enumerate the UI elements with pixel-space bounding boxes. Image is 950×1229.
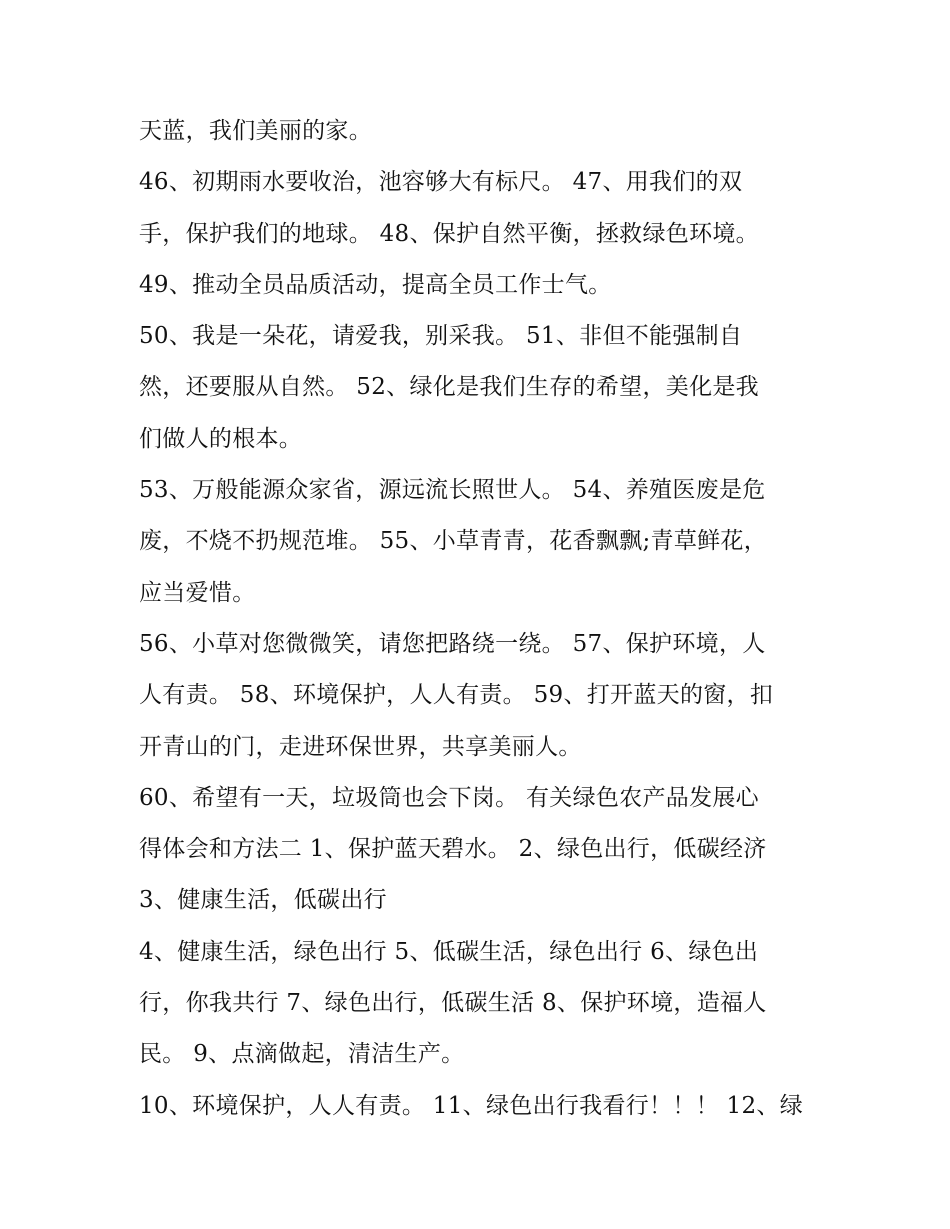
text-line-16: 3、健康生活，低碳出行	[139, 887, 387, 914]
text-line-10: 应当爱惜。	[139, 579, 256, 606]
text-line-6: 然，还要服从自然。 52、绿化是我们生存的希望，美化是我	[139, 374, 759, 401]
text-line-20: 10、环境保护，人人有责。 11、绿色出行我看行！！！ 12、绿	[139, 1092, 804, 1119]
text-line-15: 得体会和方法二 1、保护蓝天碧水。 2、绿色出行，低碳经济	[139, 836, 767, 863]
text-line-19: 民。 9、点滴做起，清洁生产。	[139, 1041, 465, 1068]
text-line-4: 49、推动全员品质活动，提高全员工作士气。	[139, 271, 612, 298]
text-line-8: 53、万般能源众家省，源远流长照世人。 54、养殖医废是危	[139, 477, 766, 504]
text-line-18: 行，你我共行 7、绿色出行，低碳生活 8、保护环境，造福人	[139, 990, 767, 1017]
text-line-13: 开青山的门，走进环保世界，共享美丽人。	[139, 733, 582, 760]
text-line-14: 60、希望有一天，垃圾筒也会下岗。 有关绿色农产品发展心	[139, 784, 759, 811]
text-line-17: 4、健康生活，绿色出行 5、低碳生活，绿色出行 6、绿色出	[139, 938, 759, 965]
body-text	[139, 106, 839, 1132]
text-line-7: 们做人的根本。	[139, 425, 303, 452]
text-line-11: 56、小草对您微微笑，请您把路绕一绕。 57、保护环境，人	[139, 630, 766, 657]
text-line-1: 天蓝，我们美丽的家。	[139, 118, 372, 144]
text-line-12: 人有责。 58、环境保护，人人有责。 59、打开蓝天的窗，扣	[139, 682, 774, 709]
text-line-5: 50、我是一朵花，请爱我，别采我。 51、非但不能强制自	[139, 323, 743, 350]
text-line-3: 手，保护我们的地球。 48、保护自然平衡，拯救绿色环境。	[139, 220, 759, 247]
text-line-9: 废，不烧不扔规范堆。 55、小草青青，花香飘飘;青草鲜花，	[139, 528, 768, 555]
text-line-2: 46、初期雨水要收治，池容够大有标尺。 47、用我们的双	[139, 169, 743, 196]
